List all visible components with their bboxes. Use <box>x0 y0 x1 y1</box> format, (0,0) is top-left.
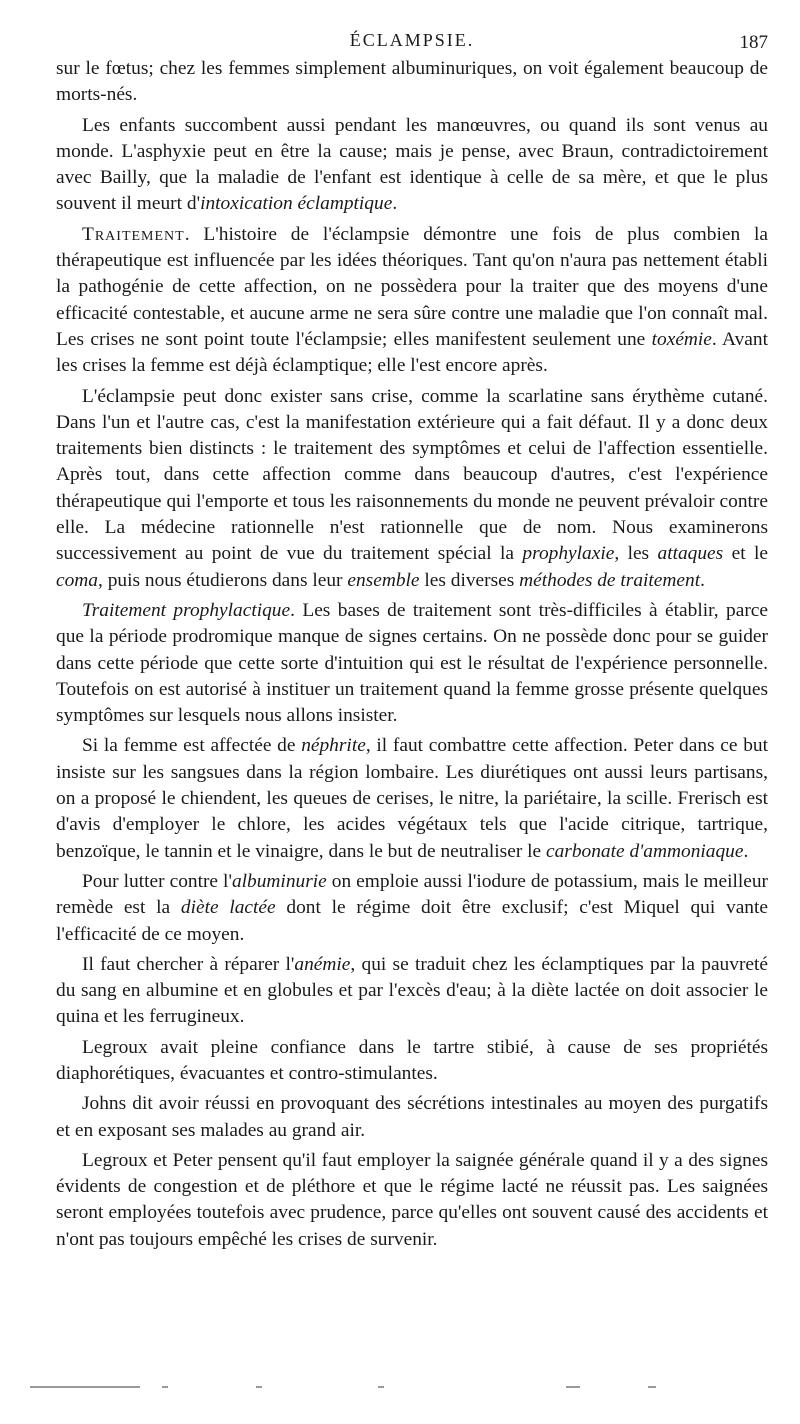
text-run: dont le régime doit être exclusif; c'est Miquel qui vante l'efficacité de ce moyen. <box>56 897 768 945</box>
paragraph <box>56 598 768 729</box>
paragraph <box>56 384 768 594</box>
paragraph <box>56 1148 768 1253</box>
text-run: Les enfants succombent aussi pendant les manœuvres, ou quand ils sont venus au monde. L'asphyxie peut en être la cause; mais je pense, avec Braun, contradictoirement avec Bailly, que la maladie de l'enfant est identique à celle de sa mère, et que le plus souvent il meurt d' <box>56 114 768 215</box>
text-run: , les <box>614 543 658 565</box>
italic-text: coma <box>56 569 99 591</box>
page-number: 187 <box>739 32 768 53</box>
italic-text: Traitement prophylactique <box>82 599 291 621</box>
text-run: . <box>700 569 705 591</box>
text-run: Pour lutter contre l' <box>82 870 232 892</box>
italic-text: intoxication éclamptique <box>200 193 393 215</box>
text-run: Si la femme est affectée de <box>82 735 302 757</box>
italic-text: carbonate d'ammoniaque <box>545 840 744 862</box>
paragraph <box>56 952 768 1031</box>
body-text <box>56 56 768 1257</box>
italic-text: attaques <box>657 543 724 565</box>
italic-text: méthodes de traitement <box>519 569 701 591</box>
text-run: , il faut combattre cette affection. Peter dans ce but insiste sur les sangsues dans la région lombaire. Les diurétiques ont aussi leurs partisans, on a proposé le chiendent, les queues de cerises, le nitre, la pariétaire, la scille. Frerisch est d'avis d'employer le chlore, les acides végétaux tels que l'acide citrique, tartrique, benzoïque, le tannin et le vinaigre, dans le but de neutraliser le <box>56 735 768 862</box>
running-title: ÉCLAMPSIE. <box>349 30 475 50</box>
text-run: on emploie aussi l'iodure de potassium, mais le meilleur remède est la <box>56 870 768 919</box>
text-run: et le <box>723 543 768 565</box>
italic-text: ensemble <box>347 569 420 591</box>
text-run: , puis nous étudierons dans leur <box>98 569 348 591</box>
italic-text: anémie <box>294 953 351 975</box>
text-run: . <box>392 193 398 215</box>
scan-artifact-marks <box>30 1386 770 1392</box>
paragraph <box>56 733 768 864</box>
text-run: sur le fœtus; chez les femmes simplement albuminuriques, on voit également beaucoup de morts-nés. <box>56 58 768 106</box>
text-run: Legroux et Peter pensent qu'il faut employer la saignée générale quand il y a des signes évidents de congestion et de pléthore et que le régime lacté ne réussit pas. Les saignées seront employées toutefois avec prudence, parce qu'elles ont souvent causé des accidents et n'ont pas toujours empêché les crises de survenir. <box>56 1149 768 1250</box>
text-run: Johns dit avoir réussi en provoquant des sécrétions intestinales au moyen des purgatifs et en exposant ses malades au grand air. <box>56 1093 768 1141</box>
paragraph <box>56 113 768 218</box>
text-run: . <box>743 840 749 862</box>
text-run: . Les bases de traitement sont très-difficiles à établir, parce que la période prodromique manque de signes certains. On ne possède donc pour se guider dans cette période que cette sorte d'intuition qui est le résultat de l'expérience personnelle. Toutefois on est autorisé à instituer un traitement quand la femme grosse présente quelques symptômes sur lesquels nous allons insister. <box>56 599 768 727</box>
paragraph <box>56 1035 768 1088</box>
paragraph <box>56 869 768 948</box>
running-head <box>56 28 768 56</box>
italic-text: prophylaxie <box>522 543 615 565</box>
italic-text: toxémie <box>651 328 712 350</box>
paragraph <box>56 56 768 109</box>
text-run: L'éclampsie peut donc exister sans crise, comme la scarlatine sans érythème cutané. Dans l'un et l'autre cas, c'est la manifestation extérieure qui a fait défaut. Il y a donc deux traitements bien distincts : le traitement des symptômes et celui de l'affection essentielle. Après tout, dans cette affection comme dans beaucoup d'autres, c'est l'expérience thérapeutique qui l'emporte et tous les raisonnements du monde ne peuvent prévaloir contre elle. La médecine rationnelle n'est rationnelle que de nom. Nous examinerons successivement au point de vue du traitement spécial la <box>56 385 768 565</box>
text-run: . Avant les crises la femme est déjà éclamptique; elle l'est encore après. <box>56 328 768 377</box>
paragraph <box>56 222 768 380</box>
italic-text: diète lactée <box>180 897 276 919</box>
text-run: , qui se traduit chez les éclamptiques par la pauvreté du sang en albumine et en globules et par l'excès d'eau; à la diète lactée on doit associer le quina et les ferrugineux. <box>56 953 768 1028</box>
paragraph <box>56 1091 768 1144</box>
text-run: Legroux avait pleine confiance dans le tartre stibié, à cause de ses propriétés diaphorétiques, évacuantes et contro-stimulantes. <box>56 1036 768 1084</box>
italic-text: albuminurie <box>231 870 327 892</box>
text-run: les diverses <box>419 569 520 591</box>
section-heading: Traitement <box>82 223 185 245</box>
text-run: Il faut chercher à réparer l' <box>82 953 295 975</box>
italic-text: néphrite <box>301 735 366 757</box>
text-run: . L'histoire de l'éclampsie démontre une fois de plus combien la thérapeutique est influencée par les idées théoriques. Tant qu'on n'aura pas nettement établi la pathogénie de cette affection, on ne possèdera pour la traiter que des moyens d'une efficacité contestable, et aucune arme ne sera sûre contre une maladie que l'on connaît mal. Les crises ne sont point toute l'éclampsie; elles manifestent seulement une <box>56 223 768 350</box>
